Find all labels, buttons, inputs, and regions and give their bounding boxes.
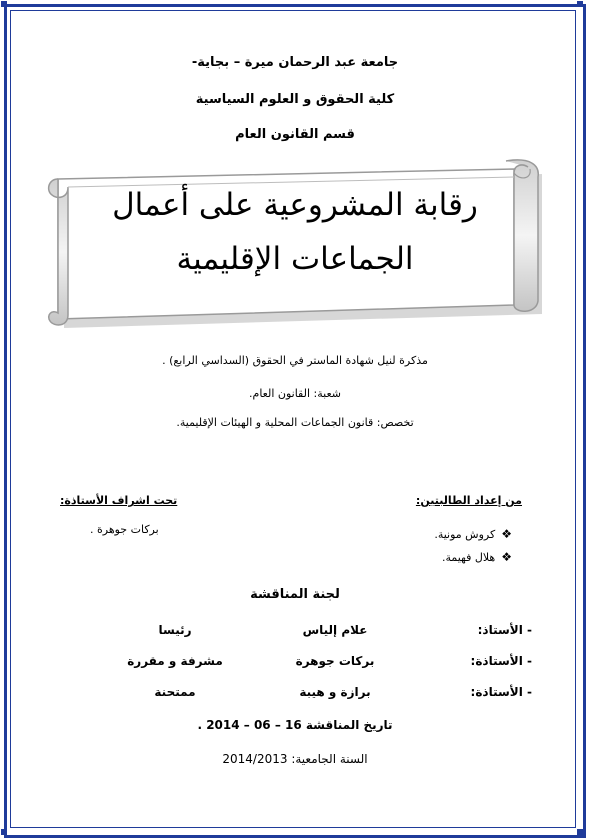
faculty-name: كلية الحقوق و العلوم السياسية [195, 92, 395, 107]
committee-row-role: ممتحنة [154, 685, 196, 699]
student-name: هلال فهيمة. [441, 551, 496, 564]
committee-row-name: برازة و هيبة [299, 685, 371, 699]
committee-row-title: - الأستاذة: [470, 654, 532, 668]
thesis-title-line1: رقابة المشروعية على أعمال [112, 187, 478, 223]
committee-row-role: مشرفة و مقررة [127, 654, 223, 668]
degree-memo: مذكرة لنيل شهادة الماستر في الحقوق (السداسي الرابع) . [162, 354, 428, 367]
corner-ornament [1, 829, 7, 835]
diamond-bullet-icon: ❖ [501, 527, 512, 541]
supervisor-heading: تحت اشراف الأستاذة: [60, 494, 178, 507]
degree-specialty: تخصص: قانون الجماعات المحلية و الهيئات الإقليمية. [176, 416, 414, 429]
corner-ornament [577, 829, 583, 835]
thesis-title [60, 178, 530, 286]
committee-row-role: رئيسا [158, 623, 192, 637]
degree-branch: شعبة: القانون العام. [249, 387, 341, 400]
corner-ornament [1, 1, 7, 7]
corner-ornament [577, 1, 583, 7]
department-name: قسم القانون العام [235, 127, 355, 142]
university-name: جامعة عبد الرحمان ميرة – بجاية- [191, 55, 399, 70]
supervisor-name: بركات جوهرة . [90, 523, 159, 536]
committee-heading: لجنة المناقشة [250, 587, 340, 602]
committee-row-name: علام إلياس [302, 623, 368, 637]
student-name: كروش مونية. [434, 528, 496, 541]
student-item [442, 550, 512, 564]
committee-row-title: - الأستاذة: [470, 685, 532, 699]
thesis-title-line2: الجماعات الإقليمية [176, 241, 414, 277]
defense-date: تاريخ المناقشة 16 – 06 – 2014 . [197, 718, 393, 732]
diamond-bullet-icon: ❖ [501, 550, 512, 564]
academic-year: السنة الجامعية: 2014/2013 [222, 752, 368, 766]
committee-row-name: بركات جوهرة [295, 654, 375, 668]
student-item [434, 527, 512, 541]
committee-row-title: - الأستاذ: [477, 623, 532, 637]
students-heading: من إعداد الطالبتين: [415, 494, 522, 507]
